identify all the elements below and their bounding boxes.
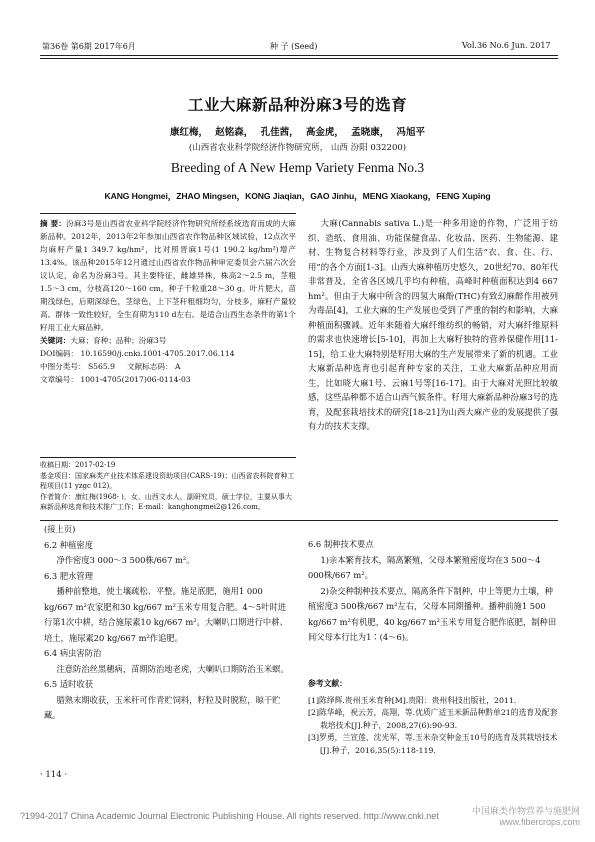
- header-rule-thin: [40, 58, 558, 59]
- section-heading: 6.4 病虫害防治: [44, 648, 102, 658]
- running-header-center: 种 子 (Seed): [270, 42, 318, 51]
- abstract-label: 摘 要：: [40, 219, 67, 228]
- section-text: 净作密度3 000～3 500株/667 m²。: [56, 555, 195, 565]
- section-heading: 6.2 种植密度: [44, 539, 94, 550]
- section-heading: 6.6 制种技术要点: [308, 539, 374, 549]
- introduction: [308, 216, 558, 434]
- clc-number: 中图分类号： S565.9: [40, 362, 115, 371]
- running-header-left: 第36卷 第6期 2017年6月: [42, 42, 136, 51]
- section-text: 播种前整地，使土壤疏松、平整。施足底肥，施用1 000 kg/667 m²农家肥和30 kg/667 m²玉米专用复合肥。4～5叶时进行第1次中耕，结合施尿素10 kg/667 m²。大喇叭口期进行中耕、培土，施尿素20 kg/667 m²作追肥。: [44, 586, 288, 643]
- keywords-label: 关键词：: [40, 336, 71, 345]
- abstract-text: 汾麻3号是山西省农业科学院经济作物研究所经系统选育而成的大麻新品种。2012年，2013年2年参加山西省农作物品种区域试验，12点次平均麻籽产量1 349.7 kg/hm²，比对照晋麻1号(1 190.2 kg/hm²)增产13.4%。该品种2015年12月通过山西省农作物品种审定委员会六届六次会议认定，命名为汾麻3号。其主要特征，雌雄异株，株高2～2.5 m，茎粗1.5～3 cm，分枝高120～160 cm，种子千粒重28～30 g。叶片肥大，苗期浅绿色，后期深绿色，茎绿色，上下茎秆粗细均匀，分枝多，麻籽产量较高。群体一致性较好，全生育期为110 d左右。是适合山西生态条件的第1个籽用工业大麻品种。: [40, 219, 296, 332]
- section-text: 注意防治丝黑穗病，苗期防治地老虎，大喇叭口期防治玉米螟。: [56, 663, 289, 674]
- references-heading: 参考文献：: [308, 679, 347, 688]
- reference-item: [2]陈华峰，祝云芳，高翔，等.优质广适玉米新品种黔单21的选育及配套栽培技术[J].种子，2008,27(6):90-93.: [308, 708, 558, 730]
- authors-cn: 康红梅， 赵铭森， 孔佳茜， 高金虎， 孟晓康， 冯旭平: [169, 127, 426, 138]
- section-text: 腊熟末期收获，玉米秆可作青贮饲料，籽粒及时脱粒，晾干贮藏。: [44, 694, 281, 720]
- running-header-right: Vol.36 No.6 Jun. 2017: [462, 41, 551, 50]
- continued-marker: (接上页): [44, 524, 76, 534]
- section-separator: [40, 520, 558, 521]
- reference-item: [1]陈绎辉.贵州玉米育种[M].贵阳：贵州科技出版社，2011.: [308, 695, 517, 705]
- abstract-bottom-rule: [40, 457, 296, 458]
- author-intro: 作者简介：康红梅(1968- )，女，山西文水人，副研究员，硕士学位，主要从事大麻新品种选育和技术推广工作；E-mail：kanghongmei2@126.com。: [40, 492, 292, 511]
- abstract-block: [40, 217, 296, 386]
- references: [308, 678, 558, 757]
- keywords: 大麻；育种；品种；汾麻3号: [70, 336, 167, 345]
- section-heading: 6.5 适时收获: [44, 679, 94, 689]
- section-text: 2)杂交种制种技术要点，隔离条件下制种，中上等肥力土壤，种植密度3 500株/667 m²左右，父母本同期播种。播种前施1 500 kg/667 m²有机肥，40 kg/667 m²玉米专用复合肥作底肥，制种田间父母本行比为1∶(4～6)。: [308, 585, 557, 642]
- abstract-top-rule: [40, 213, 296, 214]
- intro-paragraph: 大麻(Cannabis sativa L.)是一种多用途的作物，广泛用于纺织、造纸、食用油、功能保健食品、化妆品、医药、生物能源、建材、生物复合材料等行业，涉及到了人们生活“衣、食、住、行、用”的各个方面[1-3]。山西大麻种植历史悠久，20世纪70、80年代非常普及，全省各区域几乎均有种植，高峰时种植面积达到4 667 hm²。但由于大麻中所含的四氢大麻酚(THC)有致幻麻醉作用被列为毒品[4]，工业大麻的生产发展也受到了严重的制约和影响，大麻种植面积骤减。近年来随着大麻纤维纺织的畅销，对大麻纤维原料的需求也快速增长[5-10]，再加上大麻籽独特的营养保健作用[11-15]，给工业大麻特别是籽用大麻的生产发展带来了新的机遇。工业大麻新品种选育也引起育种专家的关注，工业大麻新品种应用而生，比如晓大麻1号、云麻1号等[16-17]。由于大麻对光照比较敏感，这些品种都不适合山西气候条件。籽用大麻新品种汾麻3号的选育，及配套栽培技术的研究[18-21]为山西大麻产业的发展提供了强有力的技术支撑。: [308, 218, 558, 431]
- fund-info: 基金项目：国家麻类产业技术体系建设资助项目(CARS-19)；山西省农科院育种工程项目(11 yzgc 012)。: [40, 471, 295, 490]
- footnote-block: [40, 460, 296, 513]
- paper-title-cn: 工业大麻新品种汾麻3号的选育: [187, 95, 408, 114]
- document-code: 文献标志码： A: [127, 362, 181, 371]
- watermark-text: 中国麻类作物营养与施肥网 www.fibercrops.com: [471, 806, 580, 827]
- copyright-footer: ?1994-2017 China Academic Journal Electronic Publishing House. All rights reserved. http://www.cnki.net: [20, 811, 439, 821]
- received-date: 收稿日期：2017-02-19: [40, 461, 116, 469]
- doi: DOI编码： 10.16590/j.cnki.1001-4705.2017.06.114: [40, 349, 235, 358]
- lower-left-column: [44, 522, 294, 724]
- section-heading: 6.3 肥水管理: [44, 570, 94, 581]
- authors-en: KANG Hongmei，ZHAO Mingsen，KONG Jiaqian，GAO Jinhu，MENG Xiaokang，FENG Xuping: [104, 191, 491, 201]
- paper-title-en: Breeding of A New Hemp Variety Fenma No.3: [170, 160, 425, 175]
- page-number: · 114 ·: [40, 770, 68, 780]
- section-text: 1)亲本繁育技术，隔离繁殖，父母本繁殖密度均在3 500～4 000株/667 m²。: [308, 554, 541, 580]
- header-rule: [40, 55, 558, 56]
- lower-right-column: [308, 537, 558, 646]
- reference-item: [3]罗勇，兰宣莲，沈光军，等.玉米杂交种金玉10号的选育及其栽培技术[J].种子，2016,35(5):118-119.: [308, 733, 558, 755]
- affiliation-cn: (山西省农业科学院经济作物研究所， 山西 汾阳 032200): [188, 143, 407, 153]
- article-number: 文章编号： 1001-4705(2017)06-0114-03: [40, 375, 191, 384]
